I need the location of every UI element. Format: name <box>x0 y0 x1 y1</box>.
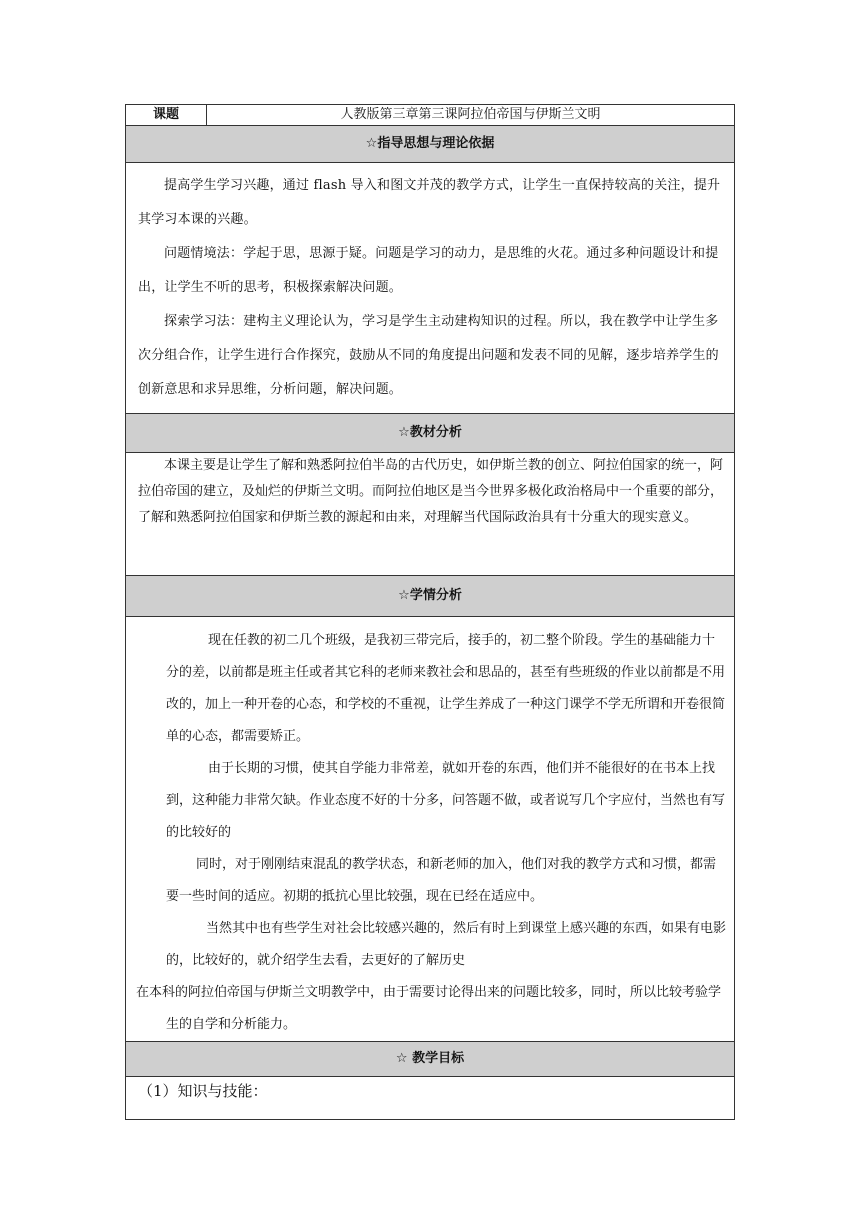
section-title-goals: ☆ 教学目标 <box>126 1042 735 1077</box>
guiding-paragraph: 问题情境法：学起于思，思源于疑。问题是学习的动力，是思维的火花。通过多种问题设计和提出，让学生不听的思考，积极探索解决问题。 <box>138 246 719 295</box>
section-header-students <box>126 576 735 617</box>
guiding-paragraph: 提高学生学习兴趣，通过 flash 导入和图文并茂的教学方式，让学生一直保持较高的关注，提升其学习本课的兴趣。 <box>138 178 721 227</box>
students-paragraph: 现在任教的初二几个班级，是我初三带完后，接手的，初二整个阶段。学生的基础能力十分的差，以前都是班主任或者其它科的老师来教社会和思品的，甚至有些班级的作业以前都是不用改的，加上一种开卷的心态，和学校的不重视，让学生养成了一种这门课学不学无所谓和开卷很简单的心态，都需要矫正。 <box>166 633 726 744</box>
goals-item: （1）知识与技能： <box>138 1082 268 1100</box>
section-body-textbook <box>126 453 735 576</box>
textbook-paragraph: 本课主要是让学生了解和熟悉阿拉伯半岛的古代历史，如伊斯兰教的创立、阿拉伯国家的统一，阿拉伯帝国的建立，及灿烂的伊斯兰文明。而阿拉伯地区是当今世界多极化政治格局中一个重要的部分，了解和熟悉阿拉伯国家和伊斯兰教的源起和由来，对理解当代国际政治具有十分重大的现实意义。 <box>138 458 724 525</box>
guiding-paragraph: 探索学习法：建构主义理论认为，学习是学生主动建构知识的过程。所以，我在教学中让学生多次分组合作，让学生进行合作探究，鼓励从不同的角度提出问题和发表不同的见解，逐步培养学生的创新意思和求异思维，分析问题，解决问题。 <box>138 314 719 397</box>
topic-label: 课题 <box>126 105 207 126</box>
students-paragraph: 同时，对于刚刚结束混乱的教学状态，和新老师的加入，他们对我的教学方式和习惯，都需要一些时间的适应。初期的抵抗心里比较强，现在已经在适应中。 <box>166 857 717 904</box>
students-paragraph: 在本科的阿拉伯帝国与伊斯兰文明教学中，由于需要讨论得出来的问题比较多，同时，所以比较考验学生的自学和分析能力。 <box>136 985 722 1032</box>
section-body-goals <box>126 1077 735 1120</box>
lesson-plan-table <box>125 104 735 1120</box>
header-row <box>126 105 735 126</box>
section-title-students: ☆学情分析 <box>126 576 735 617</box>
section-body-students <box>126 617 735 1042</box>
section-body-guiding <box>126 163 735 414</box>
section-title-guiding: ☆指导思想与理论依据 <box>126 126 735 163</box>
lesson-title: 人教版第三章第三课阿拉伯帝国与伊斯兰文明 <box>207 105 735 126</box>
section-header-goals <box>126 1042 735 1077</box>
section-title-textbook: ☆教材分析 <box>126 414 735 453</box>
section-header-textbook <box>126 414 735 453</box>
section-header-guiding <box>126 126 735 163</box>
students-paragraph: 当然其中也有些学生对社会比较感兴趣的，然后有时上到课堂上感兴趣的东西，如果有电影的，比较好的，就介绍学生去看，去更好的了解历史 <box>166 921 727 968</box>
students-paragraph: 由于长期的习惯，使其自学能力非常差，就如开卷的东西，他们并不能很好的在书本上找到，这种能力非常欠缺。作业态度不好的十分多，问答题不做，或者说写几个字应付，当然也有写的比较好的 <box>166 761 726 840</box>
